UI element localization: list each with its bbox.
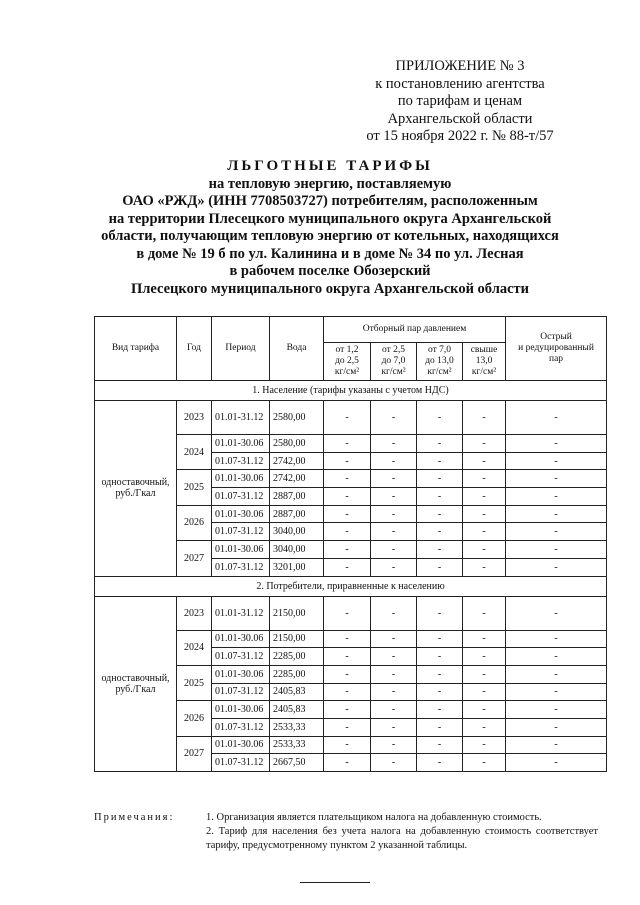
dash-cell: - [506,754,607,772]
title-line: в рабочем поселке Обозерский [229,263,431,279]
year-cell: 2024 [177,435,212,470]
period-cell: 01.01-30.06 [212,541,270,559]
dash-cell: - [371,470,417,488]
header-sharp-line: и редуцированный [518,343,594,353]
period-cell: 01.01-30.06 [212,630,270,648]
dash-cell: - [324,683,371,701]
dash-cell: - [417,401,463,435]
year-cell: 2026 [177,701,212,736]
period-cell: 01.01-30.06 [212,665,270,683]
header-period: Период [212,317,270,381]
dash-cell: - [371,701,417,719]
water-value-cell: 2742,00 [270,452,324,470]
dash-cell: - [506,630,607,648]
header-steam-1: от 1,2 до 2,5 кг/см² [324,343,371,381]
water-value-cell: 3040,00 [270,541,324,559]
period-cell: 01.07-31.12 [212,488,270,506]
dash-cell: - [371,505,417,523]
dash-cell: - [371,648,417,666]
appendix-line: к постановлению агентства [375,75,545,92]
dash-cell: - [324,648,371,666]
dash-cell: - [417,505,463,523]
water-value-cell: 2887,00 [270,505,324,523]
period-cell: 01.01-30.06 [212,736,270,754]
tariff-type-cell: одноставочный, руб./Гкал [95,596,177,772]
water-value-cell: 2285,00 [270,665,324,683]
water-value-cell: 3040,00 [270,523,324,541]
header-steam-2: от 2,5 до 7,0 кг/см² [371,343,417,381]
year-cell: 2023 [177,401,212,435]
dash-cell: - [371,683,417,701]
title-main: ЛЬГОТНЫЕ ТАРИФЫ [227,158,433,174]
dash-cell: - [417,558,463,576]
dash-cell: - [371,718,417,736]
table-row [95,596,607,630]
dash-cell: - [463,596,506,630]
dash-cell: - [417,665,463,683]
table-row [95,401,607,435]
dash-cell: - [324,505,371,523]
period-cell: 01.07-31.12 [212,718,270,736]
section-title: 1. Население (тарифы указаны с учетом НДС) [95,381,607,401]
dash-cell: - [324,754,371,772]
period-cell: 01.01-30.06 [212,435,270,453]
period-cell: 01.01-30.06 [212,505,270,523]
period-cell: 01.07-31.12 [212,523,270,541]
dash-cell: - [371,630,417,648]
year-cell: 2027 [177,541,212,576]
section-title: 2. Потребители, приравненные к населению [95,576,607,596]
period-cell: 01.01-30.06 [212,470,270,488]
note-item: 1. Организация является плательщиком налога на добавленную стоимость. [206,812,542,823]
dash-cell: - [324,401,371,435]
dash-cell: - [506,435,607,453]
year-cell: 2027 [177,736,212,771]
header-sharp-line: Острый [540,332,572,342]
dash-cell: - [463,683,506,701]
period-cell: 01.01-30.06 [212,701,270,719]
dash-cell: - [506,596,607,630]
title-line: на тепловую энергию, поставляемую [208,175,452,192]
dash-cell: - [371,541,417,559]
title-line: Плесецкого муниципального округа Архангельской области [130,280,529,297]
water-value-cell: 2580,00 [270,435,324,453]
header-steam-3: от 7,0 до 13,0 кг/см² [417,343,463,381]
water-value-cell: 2742,00 [270,470,324,488]
dash-cell: - [324,665,371,683]
dash-cell: - [506,401,607,435]
year-cell: 2025 [177,665,212,700]
dash-cell: - [417,596,463,630]
dash-cell: - [324,630,371,648]
dash-cell: - [417,452,463,470]
water-value-cell: 2150,00 [270,630,324,648]
dash-cell: - [417,541,463,559]
dash-cell: - [506,718,607,736]
dash-cell: - [463,754,506,772]
tariff-type-cell: одноставочный, руб./Гкал [95,401,177,577]
dash-cell: - [506,648,607,666]
dash-cell: - [417,648,463,666]
header-sharp-steam [506,317,607,381]
title-line: области, получающим тепловую энергию от котельных, находящихся [101,228,559,244]
period-cell: 01.07-31.12 [212,683,270,701]
water-value-cell: 2667,50 [270,754,324,772]
dash-cell: - [371,558,417,576]
water-value-cell: 2580,00 [270,401,324,435]
dash-cell: - [417,488,463,506]
water-value-cell: 3201,00 [270,558,324,576]
water-value-cell: 2285,00 [270,648,324,666]
header-tariff-type: Вид тарифа [95,317,177,381]
dash-cell: - [371,452,417,470]
title-line: на территории Плесецкого муниципального округа Архангельской [108,210,552,227]
dash-cell: - [463,488,506,506]
dash-cell: - [324,736,371,754]
dash-cell: - [506,701,607,719]
dash-cell: - [463,505,506,523]
dash-cell: - [506,558,607,576]
dash-cell: - [324,435,371,453]
dash-cell: - [463,736,506,754]
dash-cell: - [417,630,463,648]
header-steam-4: свыше 13,0 кг/см² [463,343,506,381]
notes-label: Примечания: [94,812,175,823]
dash-cell: - [324,470,371,488]
footer-divider [300,882,370,883]
dash-cell: - [371,665,417,683]
dash-cell: - [371,435,417,453]
dash-cell: - [324,701,371,719]
year-cell: 2026 [177,505,212,540]
dash-cell: - [506,736,607,754]
dash-cell: - [463,470,506,488]
dash-cell: - [324,596,371,630]
year-cell: 2023 [177,596,212,630]
header-year: Год [177,317,212,381]
dash-cell: - [417,736,463,754]
dash-cell: - [463,435,506,453]
period-cell: 01.07-31.12 [212,558,270,576]
dash-cell: - [417,435,463,453]
dash-cell: - [463,648,506,666]
dash-cell: - [371,401,417,435]
dash-cell: - [463,558,506,576]
water-value-cell: 2533,33 [270,736,324,754]
water-value-cell: 2150,00 [270,596,324,630]
dash-cell: - [324,541,371,559]
dash-cell: - [371,736,417,754]
dash-cell: - [506,470,607,488]
appendix-date: от 15 ноября 2022 г. № 88-т/57 [366,128,554,144]
dash-cell: - [417,683,463,701]
dash-cell: - [371,488,417,506]
dash-cell: - [506,665,607,683]
header-steam-group: Отборный пар давлением [324,317,506,343]
note-item: 2. Тариф для населения без учета налога на добавленную стоимость соответствует тарифу, предусмотренному пунктом 2 указанной таблицы. [206,826,598,851]
header-sharp-line: пар [549,354,564,364]
dash-cell: - [506,505,607,523]
dash-cell: - [417,470,463,488]
dash-cell: - [371,754,417,772]
water-value-cell: 2405,83 [270,683,324,701]
header-water: Вода [270,317,324,381]
dash-cell: - [506,452,607,470]
dash-cell: - [371,523,417,541]
appendix-number: ПРИЛОЖЕНИЕ № 3 [395,58,525,74]
appendix-line: по тарифам и ценам [397,93,523,109]
dash-cell: - [506,488,607,506]
dash-cell: - [324,523,371,541]
dash-cell: - [417,523,463,541]
dash-cell: - [417,718,463,736]
period-cell: 01.01-31.12 [212,596,270,630]
dash-cell: - [324,488,371,506]
dash-cell: - [463,401,506,435]
dash-cell: - [463,523,506,541]
year-cell: 2024 [177,630,212,665]
period-cell: 01.07-31.12 [212,648,270,666]
appendix-line: Архангельской области [387,110,533,127]
water-value-cell: 2887,00 [270,488,324,506]
dash-cell: - [463,665,506,683]
period-cell: 01.07-31.12 [212,452,270,470]
period-cell: 01.01-31.12 [212,401,270,435]
tariff-table [94,316,607,772]
year-cell: 2025 [177,470,212,505]
dash-cell: - [463,630,506,648]
appendix-header [340,58,580,146]
dash-cell: - [463,718,506,736]
dash-cell: - [324,452,371,470]
title-line: ОАО «РЖД» (ИНН 7708503727) потребителям, расположенным [122,193,538,209]
dash-cell: - [463,452,506,470]
dash-cell: - [324,558,371,576]
water-value-cell: 2533,33 [270,718,324,736]
document-title [60,158,600,298]
dash-cell: - [506,541,607,559]
dash-cell: - [417,754,463,772]
dash-cell: - [463,701,506,719]
title-line: в доме № 19 б по ул. Калинина и в доме № 34 по ул. Лесная [136,245,524,262]
water-value-cell: 2405,83 [270,701,324,719]
period-cell: 01.07-31.12 [212,754,270,772]
dash-cell: - [324,718,371,736]
dash-cell: - [417,701,463,719]
dash-cell: - [463,541,506,559]
dash-cell: - [506,683,607,701]
dash-cell: - [506,523,607,541]
dash-cell: - [371,596,417,630]
